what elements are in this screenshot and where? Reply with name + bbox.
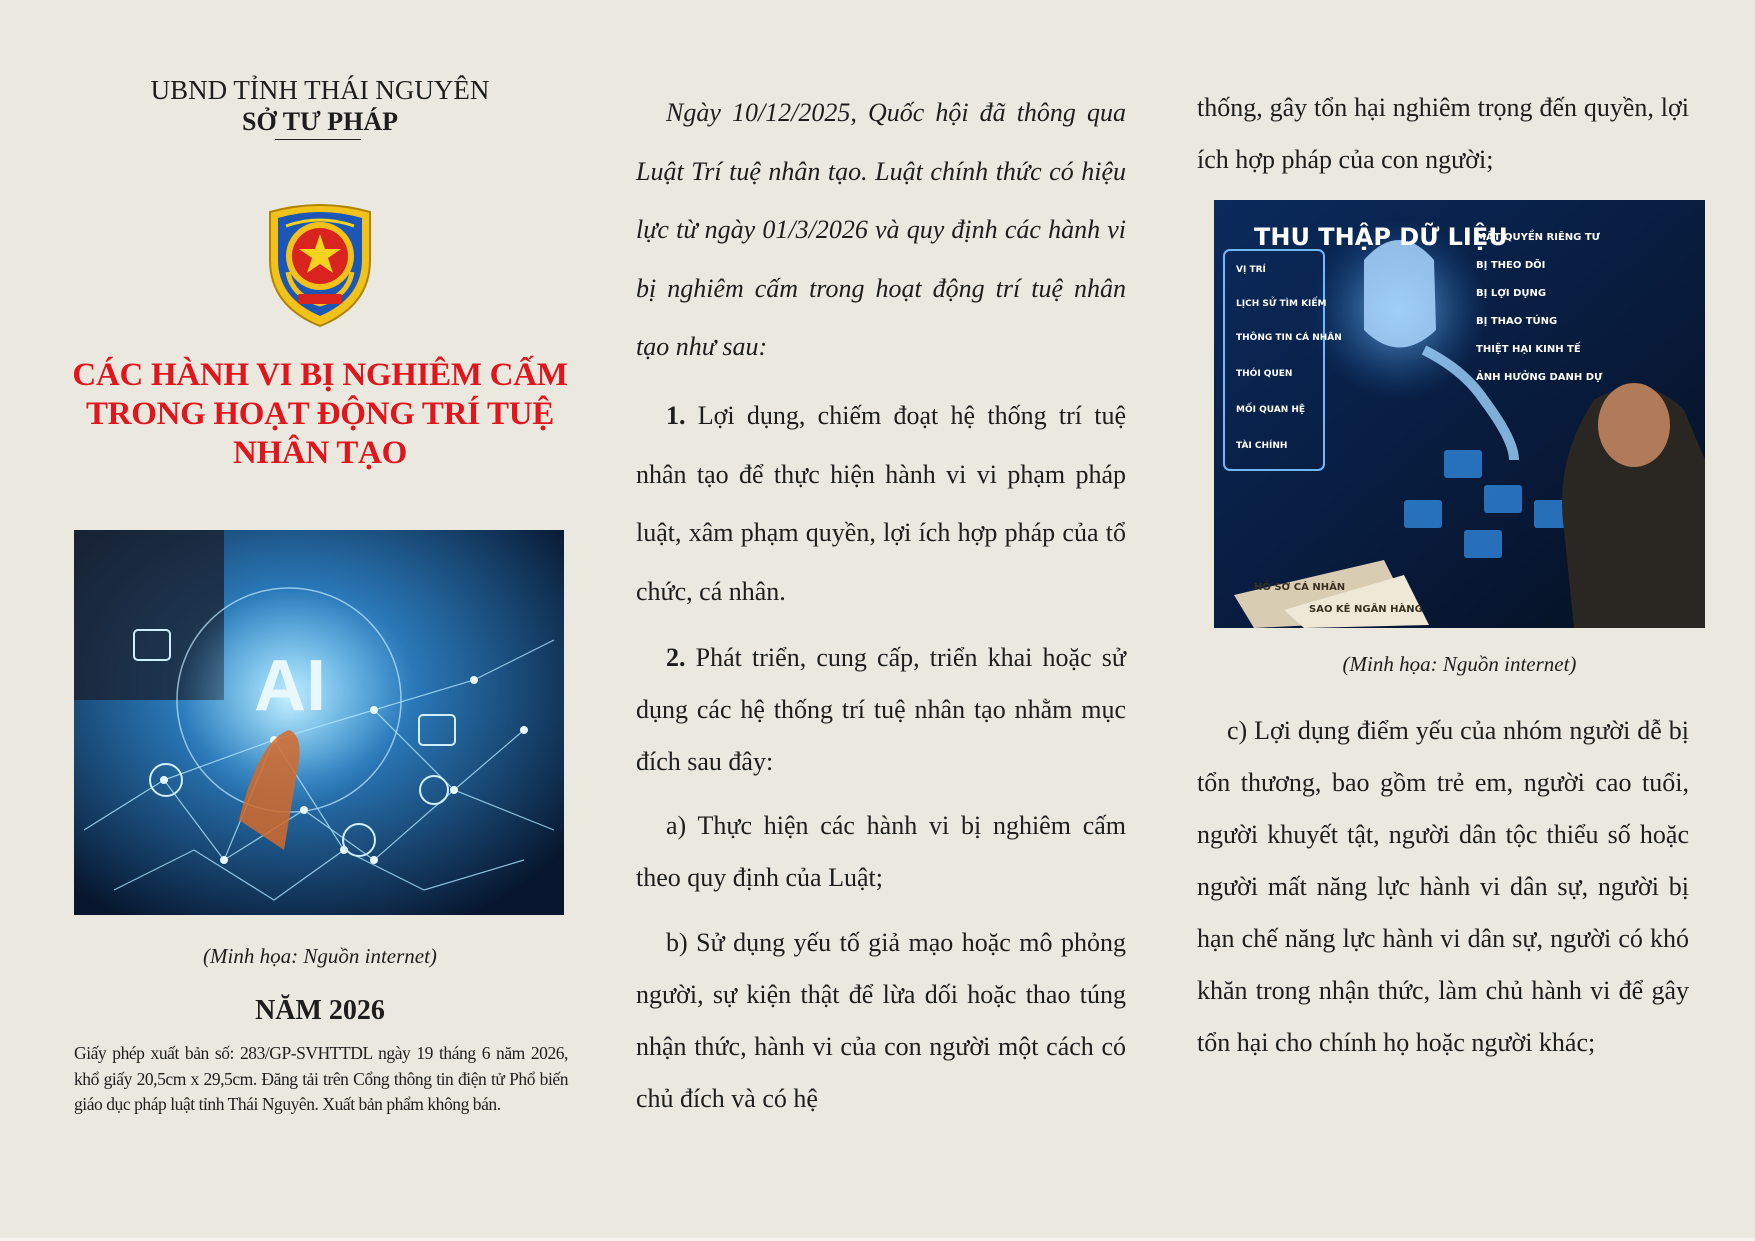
item-number: 2. — [666, 643, 686, 672]
cover-image-caption: (Minh họa: Nguồn internet) — [203, 944, 437, 968]
prohibited-item-2a: a) Thực hiện các hành vi bị nghiêm cấm theo quy định của Luật; — [636, 811, 1126, 892]
publication-license: Giấy phép xuất bản số: 283/GP-SVHTTDL ngày 19 tháng 6 năm 2026, khổ giấy 20,5cm x 29,5cm. Đăng tải trên Cổng thông tin điện tử Phổ biến giáo dục pháp luật tỉnh Thái Nguyên. Xuất bản phẩm không bán. — [74, 1043, 568, 1114]
agency-name: UBND TỈNH THÁI NGUYÊN — [150, 75, 490, 105]
prohibited-item-2 — [636, 632, 1126, 788]
collected-item: MỐI QUAN HỆ — [1236, 405, 1306, 415]
department-underline — [275, 139, 361, 140]
item-number: 1. — [666, 401, 686, 430]
illustration-heading: THU THẬP DỮ LIỆU — [1254, 223, 1508, 251]
publication-year: NĂM 2026 — [255, 995, 385, 1026]
collected-item: VỊ TRÍ — [1236, 265, 1266, 275]
harm-item: MẤT QUYỀN RIÊNG TƯ — [1476, 232, 1601, 243]
harm-item: BỊ THEO DÕI — [1476, 260, 1546, 271]
department-name: SỞ TƯ PHÁP — [241, 107, 398, 136]
title-line: TRONG HOẠT ĐỘNG TRÍ TUỆ — [85, 396, 555, 432]
doc-label: SAO KÊ NGÂN HÀNG — [1309, 604, 1423, 615]
prohibited-item-2b: b) Sử dụng yếu tố giả mạo hoặc mô phỏng người, sự kiện thật để lừa dối hoặc thao túng nhận thức, hành vi của con người một cách có chủ đích và có hệ — [636, 928, 1126, 1113]
harm-item: ẢNH HƯỞNG DANH DỰ — [1476, 372, 1603, 383]
harm-item: BỊ THAO TÚNG — [1476, 316, 1558, 327]
item-text: Phát triển, cung cấp, triển khai hoặc sử dụng các hệ thống trí tuệ nhân tạo nhằm mục đích sau đây: — [636, 643, 1126, 776]
brochure-title — [70, 356, 570, 473]
item-text: Lợi dụng, chiếm đoạt hệ thống trí tuệ nhân tạo để thực hiện hành vi vi phạm pháp luật, xâm phạm quyền, lợi ích hợp pháp của tổ chức, cá nhân. — [636, 401, 1126, 606]
collected-item: TÀI CHÍNH — [1236, 441, 1288, 451]
harm-item: THIỆT HẠI KINH TẾ — [1476, 344, 1581, 355]
title-line: CÁC HÀNH VI BỊ NGHIÊM CẤM — [72, 357, 568, 393]
right-image-caption: (Minh họa: Nguồn internet) — [1342, 652, 1577, 676]
doc-label: HỒ SƠ CÁ NHÂN — [1254, 582, 1346, 593]
intro-paragraph: Ngày 10/12/2025, Quốc hội đã thông qua Luật Trí tuệ nhân tạo. Luật chính thức có hiệu lực từ ngày 01/3/2026 và quy định các hành vi bị nghiêm cấm trong hoạt động trí tuệ nhân tạo như sau: — [636, 98, 1126, 361]
collected-item: THÔNG TIN CÁ NHÂN — [1236, 333, 1342, 343]
ai-network-illustration — [74, 530, 564, 915]
prohibited-item-2c: c) Lợi dụng điểm yếu của nhóm người dễ bị tổn thương, bao gồm trẻ em, người cao tuổi, người khuyết tật, người dân tộc thiểu số hoặc người mất năng lực hành vi dân sự, người bị hạn chế năng lực hành vi dân sự, người có khó khăn trong nhận thức, làm chủ hành vi để gây tổn hại cho chính họ hoặc người khác; — [1197, 716, 1689, 1057]
prohibited-item-1 — [636, 387, 1126, 621]
collected-item: LỊCH SỬ TÌM KIẾM — [1236, 299, 1327, 309]
title-line: NHÂN TẠO — [233, 435, 407, 471]
data-collection-illustration — [1214, 200, 1705, 628]
item-2b-continuation: thống, gây tổn hại nghiêm trọng đến quyền, lợi ích hợp pháp của con người; — [1197, 93, 1689, 174]
harm-item: BỊ LỢI DỤNG — [1476, 288, 1547, 299]
ai-hero-label: AI — [254, 646, 326, 726]
justice-ministry-emblem-icon — [262, 198, 378, 330]
collected-item: THÓI QUEN — [1236, 369, 1293, 379]
